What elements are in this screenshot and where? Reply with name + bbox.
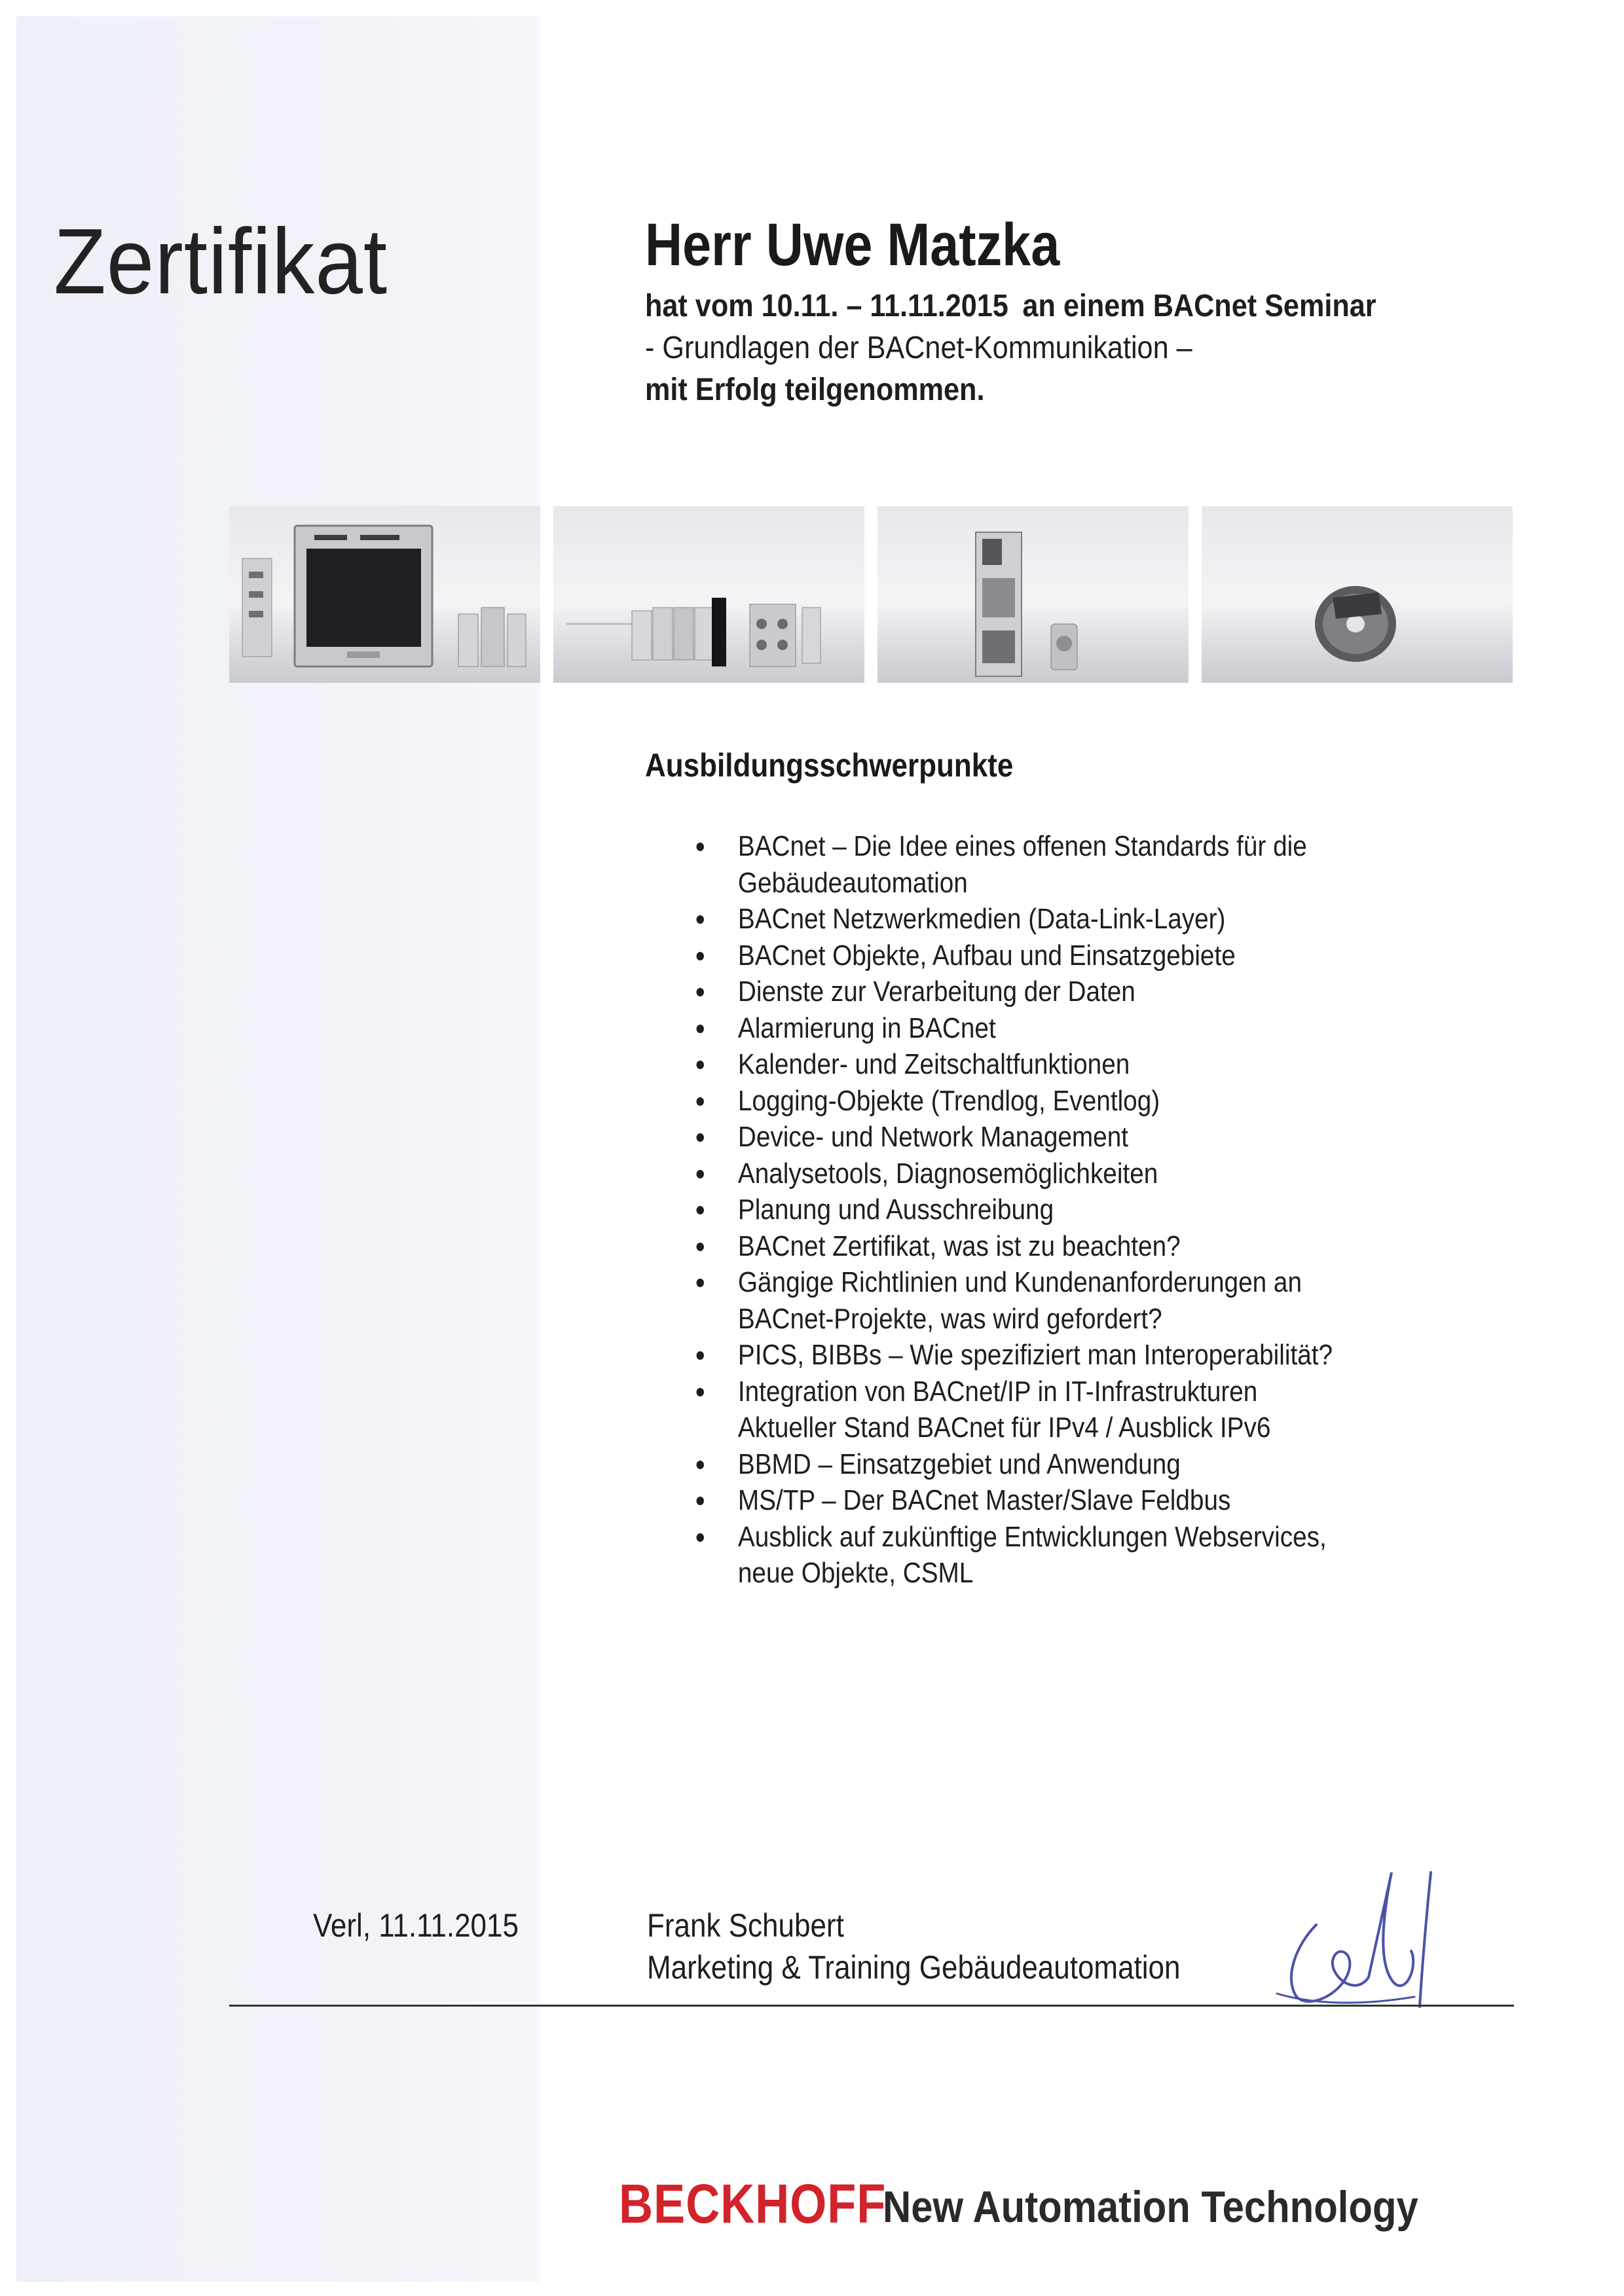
seminar-event: an einem BACnet Seminar	[1022, 289, 1376, 323]
list-item: MS/TP – Der BACnet Master/Slave Feldbus	[694, 1482, 1386, 1519]
list-item: PICS, BIBBs – Wie spezifiziert man Interoperabilität?	[694, 1337, 1386, 1374]
signature-line	[229, 2005, 1514, 2007]
twincat-software-cd-photo	[1202, 506, 1513, 683]
completion-note: mit Erfolg teilgenommen.	[645, 373, 985, 407]
list-item: Gängige Richtlinien und Kundenanforderungen an BACnet-Projekte, was wird gefordert?	[694, 1264, 1386, 1337]
list-item: Kalender- und Zeitschaltfunktionen	[694, 1046, 1386, 1083]
list-item: Logging-Objekte (Trendlog, Eventlog)	[694, 1083, 1386, 1120]
recipient-name: Herr Uwe Matzka	[645, 211, 1060, 278]
list-item: BACnet Objekte, Aufbau und Einsatzgebiete	[694, 938, 1386, 974]
handwritten-signature	[1270, 1846, 1460, 2010]
list-item: BBMD – Einsatzgebiet und Anwendung	[694, 1446, 1386, 1483]
participation-statement	[645, 285, 1411, 411]
seminar-dates: hat vom 10.11. – 11.11.2015	[645, 289, 1008, 323]
seminar-line	[645, 285, 1411, 327]
beckhoff-logo: BECKHOFF	[619, 2173, 887, 2234]
signer-role: Marketing & Training Gebäudeautomation	[647, 1949, 1181, 1986]
seminar-subtitle: - Grundlagen der BACnet-Kommunikation –	[645, 331, 1192, 365]
brand-tagline: New Automation Technology	[883, 2182, 1418, 2232]
certificate-title: Zertifikat	[54, 210, 388, 314]
training-topics-list	[694, 828, 1386, 1592]
list-item: Device- und Network Management	[694, 1119, 1386, 1156]
industrial-panel-pc-photo	[229, 506, 540, 683]
list-item: BACnet Zertifikat, was ist zu beachten?	[694, 1228, 1386, 1265]
list-item: Alarmierung in BACnet	[694, 1010, 1386, 1047]
training-focus-heading: Ausbildungsschwerpunkte	[645, 747, 1014, 784]
product-photo-strip	[229, 506, 1514, 683]
list-item: Integration von BACnet/IP in IT-Infrastrukturen Aktueller Stand BACnet für IPv4 / Ausblick IPv6	[694, 1374, 1386, 1446]
place-and-date: Verl, 11.11.2015	[313, 1907, 519, 1944]
list-item: Analysetools, Diagnosemöglichkeiten	[694, 1156, 1386, 1192]
list-item: BACnet – Die Idee eines offenen Standards für die Gebäudeautomation	[694, 828, 1386, 901]
list-item: BACnet Netzwerkmedien (Data-Link-Layer)	[694, 901, 1386, 938]
servo-drive-and-motor-photo	[877, 506, 1189, 683]
list-item: Planung und Ausschreibung	[694, 1192, 1386, 1228]
signer-name: Frank Schubert	[647, 1907, 844, 1944]
bus-terminal-modules-photo	[553, 506, 864, 683]
list-item: Dienste zur Verarbeitung der Daten	[694, 974, 1386, 1010]
list-item: Ausblick auf zukünftige Entwicklungen Webservices, neue Objekte, CSML	[694, 1519, 1386, 1592]
